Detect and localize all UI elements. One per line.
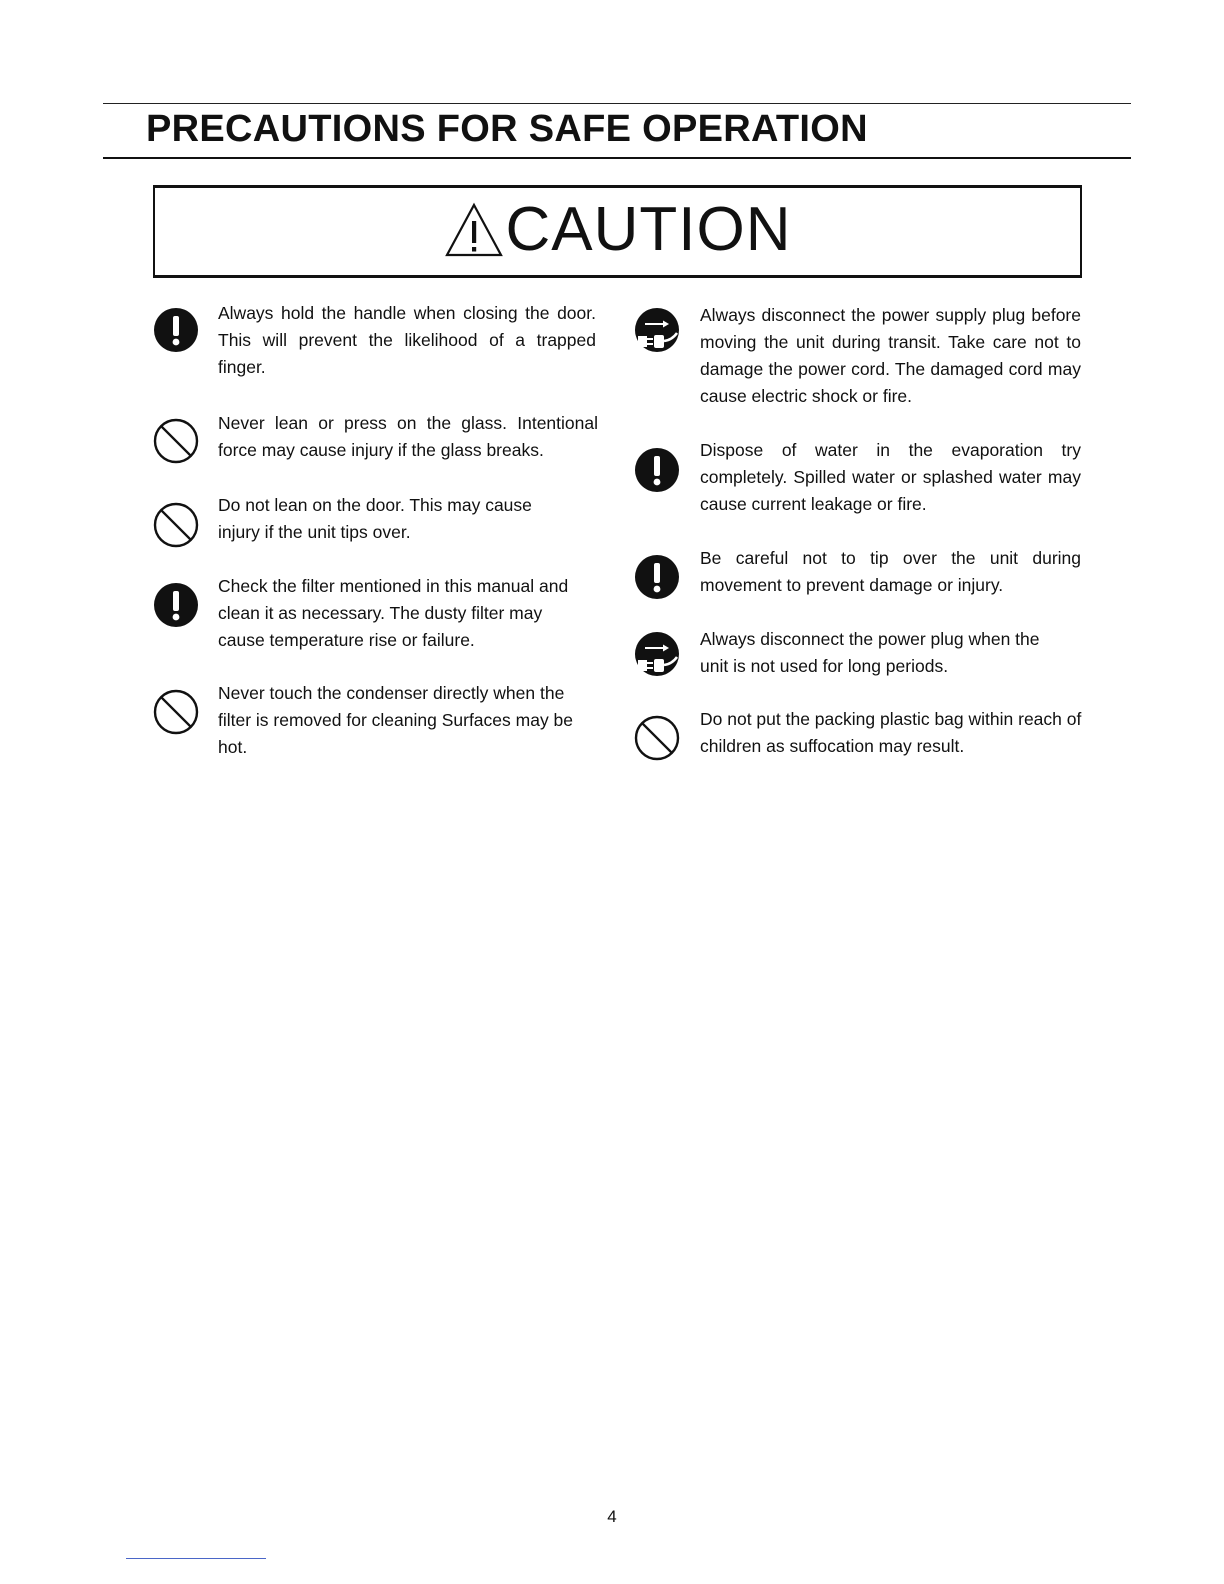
caution-banner bbox=[153, 185, 1082, 278]
mandatory-exclamation-icon bbox=[153, 307, 199, 358]
footnote-rule bbox=[126, 1558, 266, 1559]
precaution-text: Never lean or press on the glass. Intentional force may cause injury if the glass breaks. bbox=[218, 413, 598, 460]
precaution-text: Always disconnect the power plug when the unit is not used for long periods. bbox=[700, 629, 1040, 676]
prohibition-icon bbox=[153, 689, 199, 740]
precaution-text: Do not lean on the door. This may cause injury if the unit tips over. bbox=[218, 495, 532, 542]
disconnect-plug-icon bbox=[634, 630, 680, 683]
prohibition-icon bbox=[634, 715, 680, 766]
prohibition-icon bbox=[153, 502, 199, 553]
page-title: PRECAUTIONS FOR SAFE OPERATION bbox=[146, 108, 868, 150]
precaution-text: Always hold the handle when closing the door. This will prevent the likelihood of a trapped finger. bbox=[218, 303, 596, 377]
disconnect-plug-icon bbox=[634, 306, 680, 359]
prohibition-icon bbox=[153, 418, 199, 469]
mandatory-exclamation-icon bbox=[634, 554, 680, 605]
precaution-text: Always disconnect the power supply plug before moving the unit during transit. Take care not to damage the power cord. The damaged cord may cause electric shock or fire. bbox=[700, 305, 1081, 406]
precaution-text: Be careful not to tip over the unit during movement to prevent damage or injury. bbox=[700, 548, 1081, 595]
precaution-text: Check the filter mentioned in this manual and clean it as necessary. The dusty filter may cause temperature rise or failure. bbox=[218, 576, 569, 650]
caution-heading: CAUTION bbox=[505, 195, 792, 264]
mandatory-exclamation-icon bbox=[634, 447, 680, 498]
page-number: 4 bbox=[607, 1507, 617, 1526]
warning-triangle-icon bbox=[444, 202, 504, 263]
precaution-text: Never touch the condenser directly when the filter is removed for cleaning Surfaces may be hot. bbox=[218, 683, 574, 757]
precaution-text: Do not put the packing plastic bag within reach of children as suffocation may result. bbox=[700, 709, 1082, 756]
top-rule bbox=[103, 103, 1131, 104]
precaution-text: Dispose of water in the evaporation try completely. Spilled water or splashed water may cause current leakage or fire. bbox=[700, 440, 1081, 514]
mandatory-exclamation-icon bbox=[153, 582, 199, 633]
title-underline bbox=[103, 157, 1131, 159]
